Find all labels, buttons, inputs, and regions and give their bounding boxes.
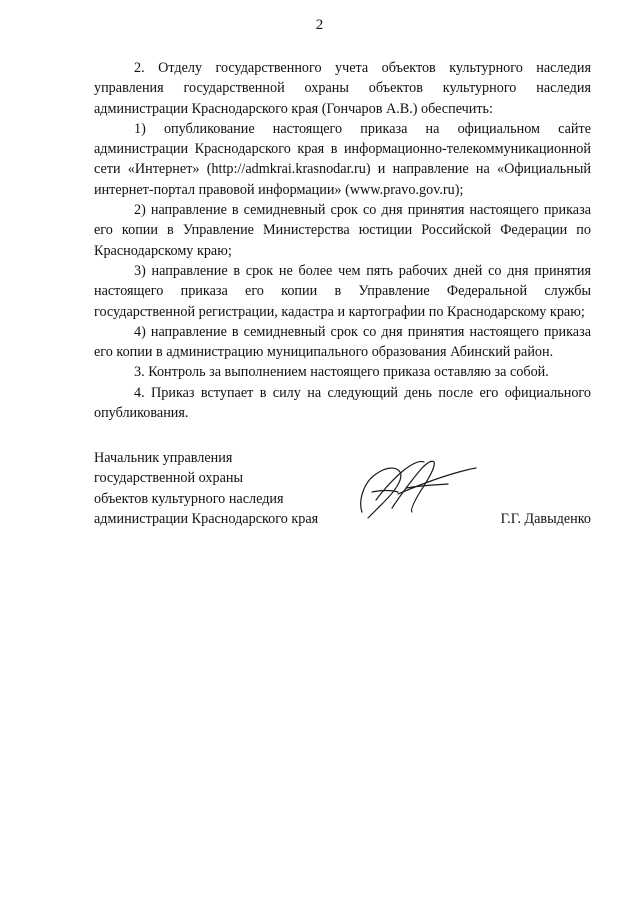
page-number: 2 — [315, 17, 324, 33]
paragraph-subitem-1: 1) опубликование настоящего приказа на официальном сайте администрации Краснодарского края в информационно-телекоммуникационной сети «Интернет» (http://admkrai.krasnodar.ru) и направление на «Официальный интернет-портал правовой информации» (www.pravo.gov.ru); — [94, 120, 591, 198]
paragraph-subitem-2: 2) направление в семидневный срок со дня принятия настоящего приказа его копии в Управление Министерства юстиции Российской Федерации по Краснодарскому краю; — [94, 202, 591, 259]
paragraph-item-2: 2. Отделу государственного учета объектов культурного наследия управления государственной охраны объектов культурного наследия администрации Краснодарского края (Гончаров А.В.) обеспечить: — [94, 60, 591, 117]
signatory-position-line: объектов культурного наследия — [94, 490, 284, 507]
signatory-position-line: государственной охраны — [94, 470, 244, 487]
signature-block — [94, 448, 591, 528]
paragraph-item-3: 3. Контроль за выполнением настоящего приказа оставляю за собой. — [134, 364, 549, 381]
signatory-name: Г.Г. Давыденко — [500, 510, 591, 527]
paragraph-subitem-3: 3) направление в срок не более чем пять рабочих дней со дня принятия настоящего приказа его копии в Управление Федеральной службы государственной регистрации, кадастра и картографии по Краснодарскому краю; — [94, 262, 591, 320]
paragraph-item-4: 4. Приказ вступает в силу на следующий день после его официального опубликования. — [94, 384, 591, 422]
document-body — [94, 58, 591, 423]
signatory-position-line: администрации Краснодарского края — [94, 510, 319, 527]
signatory-position — [94, 448, 318, 529]
paragraph-subitem-4: 4) направление в семидневный срок со дня принятия настоящего приказа его копии в администрацию муниципального образования Абинский район. — [94, 323, 591, 361]
handwritten-signature-icon — [352, 452, 482, 522]
signatory-position-line: Начальник управления — [94, 450, 233, 466]
